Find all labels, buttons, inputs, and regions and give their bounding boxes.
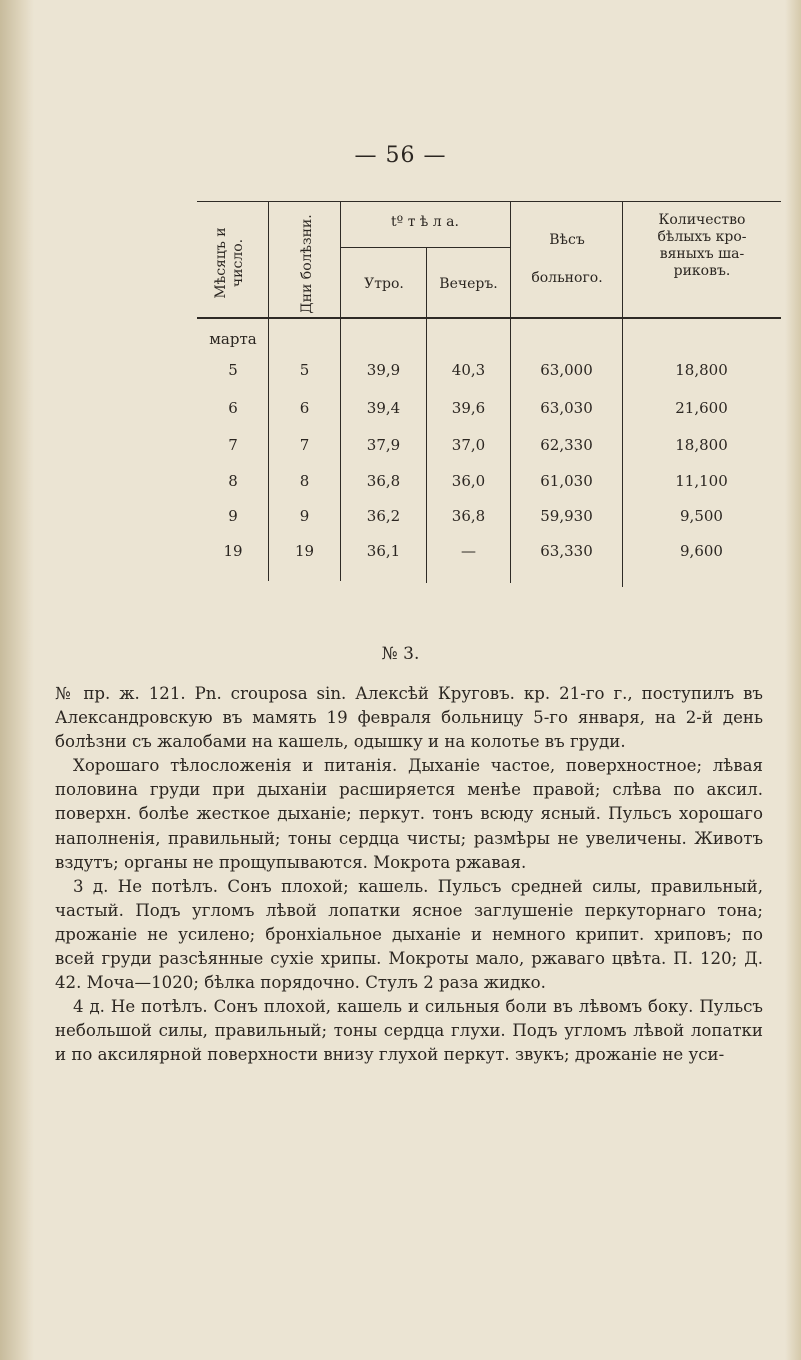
header-month-day: Мѣсяцъ и число. [213,227,246,299]
header-temp-evening: Вечеръ. [439,276,498,292]
header-wbc-line3: вяныхъ ша- [659,246,745,262]
data-table [0,0,801,620]
cell-morning: 37,9 [366,436,401,454]
cell-weight: 63,330 [540,542,593,560]
paragraph: Хорошаго тѣлосложенія и питанія. Дыханіе частое, поверхностное; лѣвая половина груди при дыханіи расширяется менѣе правой; слѣва по аксил. поверхн. болѣе жесткое дыханіе; перкут. тонъ всюду ясный. Пульсъ хорошаго наполненія, правильный; тоны сердца чисты; размѣры не увеличены. Животъ вздутъ; органы не прощупываются. Мокрота ржавая. [55,756,763,872]
cell-morning: 36,1 [366,542,401,560]
cell-morning: 36,8 [366,472,401,490]
col-rule-5 [622,201,623,587]
cell-date: 6 [228,399,238,417]
cell-date: 19 [223,542,243,560]
month-label: марта [209,330,257,348]
cell-day: 5 [299,361,310,379]
header-weight-line1: Вѣсъ [549,232,585,248]
cell-date: 7 [228,436,238,454]
cell-weight: 62,330 [540,436,593,454]
cell-morning: 39,9 [366,361,401,379]
cell-evening: — [461,542,476,560]
paragraph: 4 д. Не потѣлъ. Сонъ плохой, кашель и сильныя боли въ лѣвомъ боку. Пульсъ небольшой силы, правильный; тоны сердца глухи. Подъ угломъ лѣвой лопатки и по аксилярной поверхности внизу глухой перкут. звукъ; дрожаніе не уси- [55,997,763,1065]
cell-date: 9 [228,507,238,525]
cell-weight: 63,000 [540,361,593,379]
cell-day: 19 [294,542,315,560]
cell-evening: 37,0 [451,436,486,454]
cell-evening: 39,6 [451,399,486,417]
cell-date: 5 [228,361,238,379]
case-title: № 3. [381,644,420,664]
header-wbc-line4: риковъ. [673,263,731,279]
cell-wbc: 18,800 [675,436,728,454]
header-wbc-line1: Количество [658,212,746,228]
cell-weight: 59,930 [540,507,593,525]
cell-morning: 39,4 [366,399,401,417]
cell-evening: 36,0 [451,472,486,490]
paragraph: № пр. ж. 121. Pn. crouposa sin. Алексѣй Круговъ. кр. 21-го г., поступилъ въ Александровскую въ мамять 19 февраля больницу 5-го января, на 2-й день болѣзни съ жалобами на кашель, одышку и на колотье въ груди. [55,684,763,752]
header-bottom-rule [197,317,781,319]
cell-morning: 36,2 [366,507,401,525]
header-weight-line2: больного. [531,270,603,286]
header-wbc-line2: бѣлыхъ кро- [657,229,747,245]
cell-day: 9 [299,507,310,525]
cell-date: 8 [228,472,238,490]
cell-wbc: 21,600 [675,399,728,417]
case-body [55,682,763,1068]
page-number: — 56 — [354,143,447,168]
col-rule-4 [510,201,511,583]
cell-weight: 61,030 [540,472,593,490]
table-top-rule [197,201,781,202]
paragraph: 3 д. Не потѣлъ. Сонъ плохой; кашель. Пульсъ средней силы, правильный, частый. Подъ угломъ лѣвой лопатки ясное заглушеніе перкуторнаго тона; дрожаніе не усилено; бронхіальное дыханіе и немного крипит. хриповъ; по всей груди разсѣянные сухіе хрипы. Мокроты мало, ржаваго цвѣта. П. 120; Д. 42. Моча—1020; бѣлка порядочно. Стулъ 2 раза жидко. [55,876,763,993]
cell-day: 8 [299,472,310,490]
cell-evening: 40,3 [451,361,486,379]
cell-day: 7 [299,436,310,454]
header-temp-morning: Утро. [364,276,404,292]
header-temp-group: tº т ѣ л а. [391,214,459,230]
cell-evening: 36,8 [451,507,486,525]
cell-wbc: 11,100 [675,472,728,490]
cell-wbc: 18,800 [675,361,728,379]
cell-wbc: 9,500 [680,507,723,525]
header-illness-day: Дни болѣзни. [299,214,315,314]
cell-weight: 63,030 [540,399,593,417]
cell-day: 6 [299,399,310,417]
cell-wbc: 9,600 [680,542,723,560]
